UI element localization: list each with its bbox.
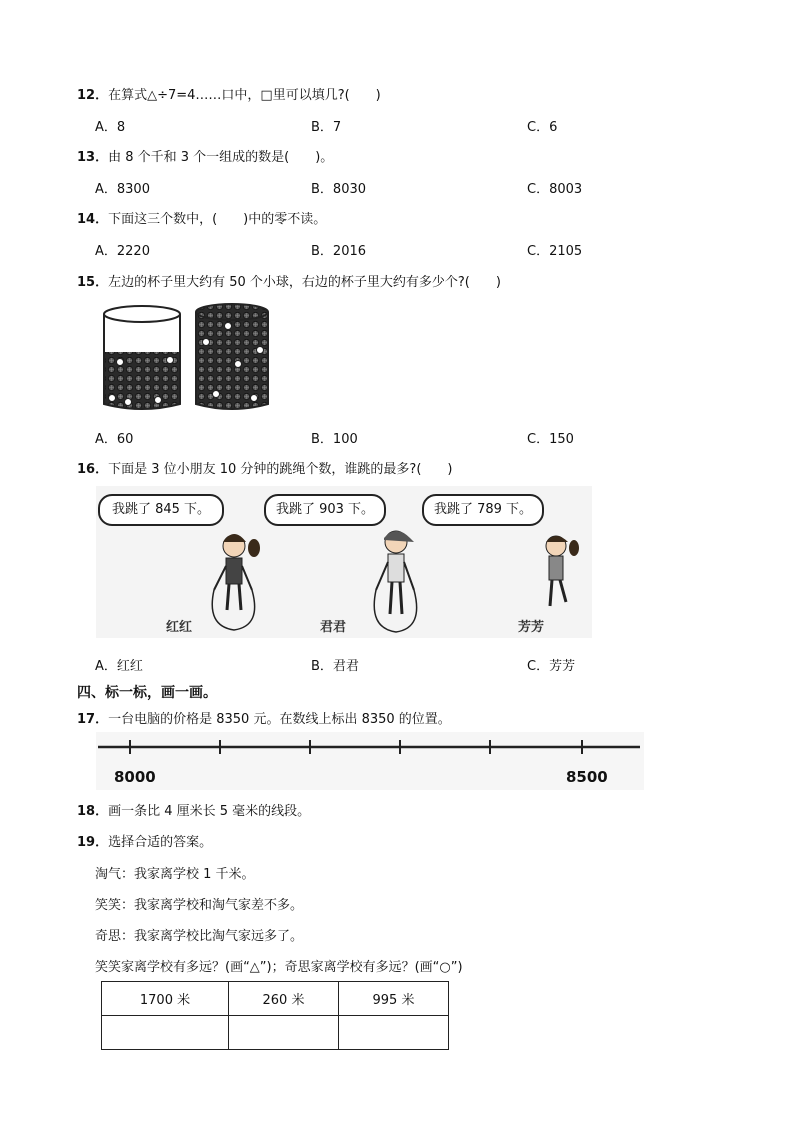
option-b[interactable]: B．2016 (311, 244, 367, 259)
number-line[interactable] (96, 732, 644, 790)
child-name-junjun: 君君 (320, 620, 347, 635)
question-text: 一台电脑的价格是 8350 元。在数线上标出 8350 的位置。 (108, 712, 451, 727)
question-number: 18． (77, 804, 109, 819)
girl-figure-fangfang (546, 536, 579, 606)
question-12 (77, 84, 381, 103)
right-cup (196, 304, 268, 409)
option-a[interactable]: A．2220 (95, 244, 150, 259)
question-number: 13． (77, 150, 109, 165)
question-text: 下面这三个数中，( )中的零不读。 (108, 212, 327, 227)
table-header-cell: 260 米 (229, 982, 339, 1016)
table-answer-row (102, 1016, 449, 1050)
question-text: 下面是 3 位小朋友 10 分钟的跳绳个数，谁跳的最多?( ) (108, 462, 453, 477)
question-text: 在算式△÷7=4……口中，□里可以填几?( ) (108, 88, 381, 103)
question-text: 左边的杯子里大约有 50 个小球，右边的杯子里大约有多少个?( ) (108, 275, 501, 290)
option-c[interactable]: C．150 (527, 432, 574, 447)
girl-figure-honghong (212, 534, 260, 630)
number-line-axis (96, 732, 644, 790)
statement-taoqi: 淘气：我家离学校 1 千米。 (95, 867, 255, 882)
speech-bubble-honghong: 我跳了 845 下。 (98, 494, 224, 526)
question-16 (77, 458, 452, 477)
option-b[interactable]: B．8030 (311, 182, 367, 197)
boy-figure-junjun (374, 531, 416, 632)
table-header-row (102, 982, 449, 1016)
table-header-cell: 995 米 (339, 982, 449, 1016)
question-19-instruction: 笑笑家离学校有多远？(画“△”)；奇思家离学校有多远？(画“○”) (95, 960, 463, 975)
question-text: 由 8 个千和 3 个一组成的数是( )。 (108, 150, 334, 165)
child-name-honghong: 红红 (166, 620, 193, 635)
left-cup (104, 306, 180, 409)
speech-bubble-junjun: 我跳了 903 下。 (264, 494, 386, 526)
question-14 (77, 208, 326, 227)
option-a[interactable]: A．8 (95, 120, 126, 135)
child-name-fangfang: 芳芳 (518, 620, 545, 635)
question-text: 选择合适的答案。 (108, 835, 213, 850)
section-title: 四、标一标，画一画。 (77, 685, 217, 701)
answer-cell[interactable] (339, 1016, 449, 1050)
question-number: 16． (77, 462, 109, 477)
question-18 (77, 800, 310, 819)
option-c[interactable]: C．6 (527, 120, 558, 135)
answer-cell[interactable] (229, 1016, 339, 1050)
cups-illustration (98, 302, 278, 414)
table-header-cell: 1700 米 (102, 982, 229, 1016)
question-number: 14． (77, 212, 109, 227)
question-number: 12． (77, 88, 109, 103)
statement-qisi: 奇思：我家离学校比淘气家远多了。 (95, 929, 304, 944)
option-b[interactable]: B．7 (311, 120, 342, 135)
question-number: 19． (77, 835, 109, 850)
answer-table (101, 981, 449, 1050)
question-number: 15． (77, 275, 109, 290)
option-b[interactable]: B．君君 (311, 659, 359, 674)
number-line-start-label: 8000 (114, 768, 156, 786)
question-19 (77, 831, 212, 850)
question-13 (77, 146, 333, 165)
option-c[interactable]: C．2105 (527, 244, 583, 259)
question-text: 画一条比 4 厘米长 5 毫米的线段。 (108, 804, 311, 819)
option-c[interactable]: C．芳芳 (527, 659, 576, 674)
option-c[interactable]: C．8003 (527, 182, 583, 197)
answer-cell[interactable] (102, 1016, 229, 1050)
speech-bubble-fangfang: 我跳了 789 下。 (422, 494, 544, 526)
question-number: 17． (77, 712, 109, 727)
question-15 (77, 271, 501, 290)
option-a[interactable]: A．8300 (95, 182, 150, 197)
statement-xiaoxiao: 笑笑：我家离学校和淘气家差不多。 (95, 898, 304, 913)
question-17 (77, 708, 451, 727)
option-a[interactable]: A．60 (95, 432, 134, 447)
jump-rope-illustration (96, 486, 592, 638)
option-a[interactable]: A．红红 (95, 659, 143, 674)
option-b[interactable]: B．100 (311, 432, 358, 447)
number-line-end-label: 8500 (566, 768, 608, 786)
